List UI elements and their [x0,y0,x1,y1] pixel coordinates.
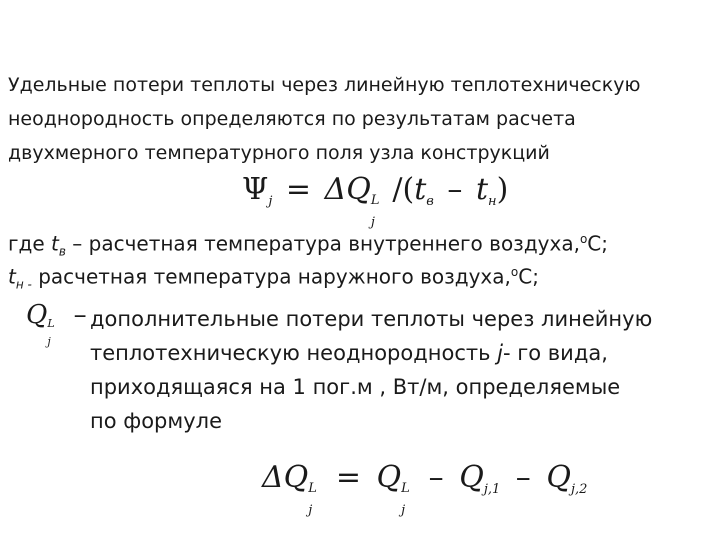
where-line-2 [8,259,539,298]
delta-q-sub: j [370,215,375,230]
psi-symbol: Ψ [242,172,269,207]
slash-open: /( [392,172,415,207]
q-symbol: Q [26,300,48,330]
t-v-sub: в [58,244,66,259]
f2-equals: = [335,460,361,495]
t-n-sub: н - [15,277,32,292]
f2-q-sup: L [401,481,410,496]
intro-line-3: двухмерного температурного поля узла конструкций [8,142,550,164]
f2-q2: Q [546,460,571,495]
unit-1: С; [587,231,608,256]
f2-q1-sub: j,1 [483,482,501,497]
delta-q-sup: L [370,193,380,208]
f2-q1: Q [459,460,484,495]
degree-1: о [579,232,588,246]
qdef-line-2-a: теплотехническую неоднородность [90,341,498,365]
f2-minus-1: – [428,460,444,495]
t-n-symbol: t [8,264,16,289]
t-inner-sub: в [426,194,434,209]
t-inner: t [414,172,427,207]
qdef-line-2-j: j [497,341,503,365]
degree-2: о [510,265,519,279]
qdef-line-3: приходящаяся на 1 пог.м , Вт/м, определяемые [90,375,621,399]
f2-q: Q [376,460,402,495]
t-outer: t [475,172,488,207]
intro-line-2: неоднородность определяются по результатам расчета [8,108,576,130]
f2-minus-2: – [515,460,531,495]
unit-2: С; [518,264,539,289]
equals-sign: = [285,172,312,207]
f2-q2-sub: j,2 [570,482,588,497]
qdef-line-4: по формуле [90,409,222,433]
f2-delta-q-sup: L [308,481,317,496]
q-symbol-sub: j [47,335,51,348]
qdef-line-1: дополнительные потери теплоты через линейную [90,307,653,331]
q-symbol-sup: L [47,317,55,330]
close-paren: ) [496,172,509,207]
f2-q-sub: j [401,503,406,518]
formula-psi [242,170,509,230]
q-dash: – [73,300,87,330]
intro-line-1: Удельные потери теплоты через линейную теплотехническую [8,74,641,96]
qdef-line-2 [90,338,608,368]
t-v-symbol: t [51,231,59,256]
f2-delta-q-sub: j [308,503,313,518]
delta-q: ΔQ [324,172,371,207]
q-symbol-block [26,298,87,348]
qdef-line-2-b: - го вида, [503,341,608,365]
t-outer-sub: н [488,194,497,209]
where-line-1-text: – расчетная температура внутреннего воздуха, [65,231,580,256]
minus-sign: – [447,172,463,207]
formula-delta-q [262,458,588,518]
where-line-2-text: расчетная температура наружного воздуха, [31,264,511,289]
where-prefix: где [8,231,51,256]
psi-sub: j [268,194,273,209]
f2-delta-q: ΔQ [262,460,309,495]
